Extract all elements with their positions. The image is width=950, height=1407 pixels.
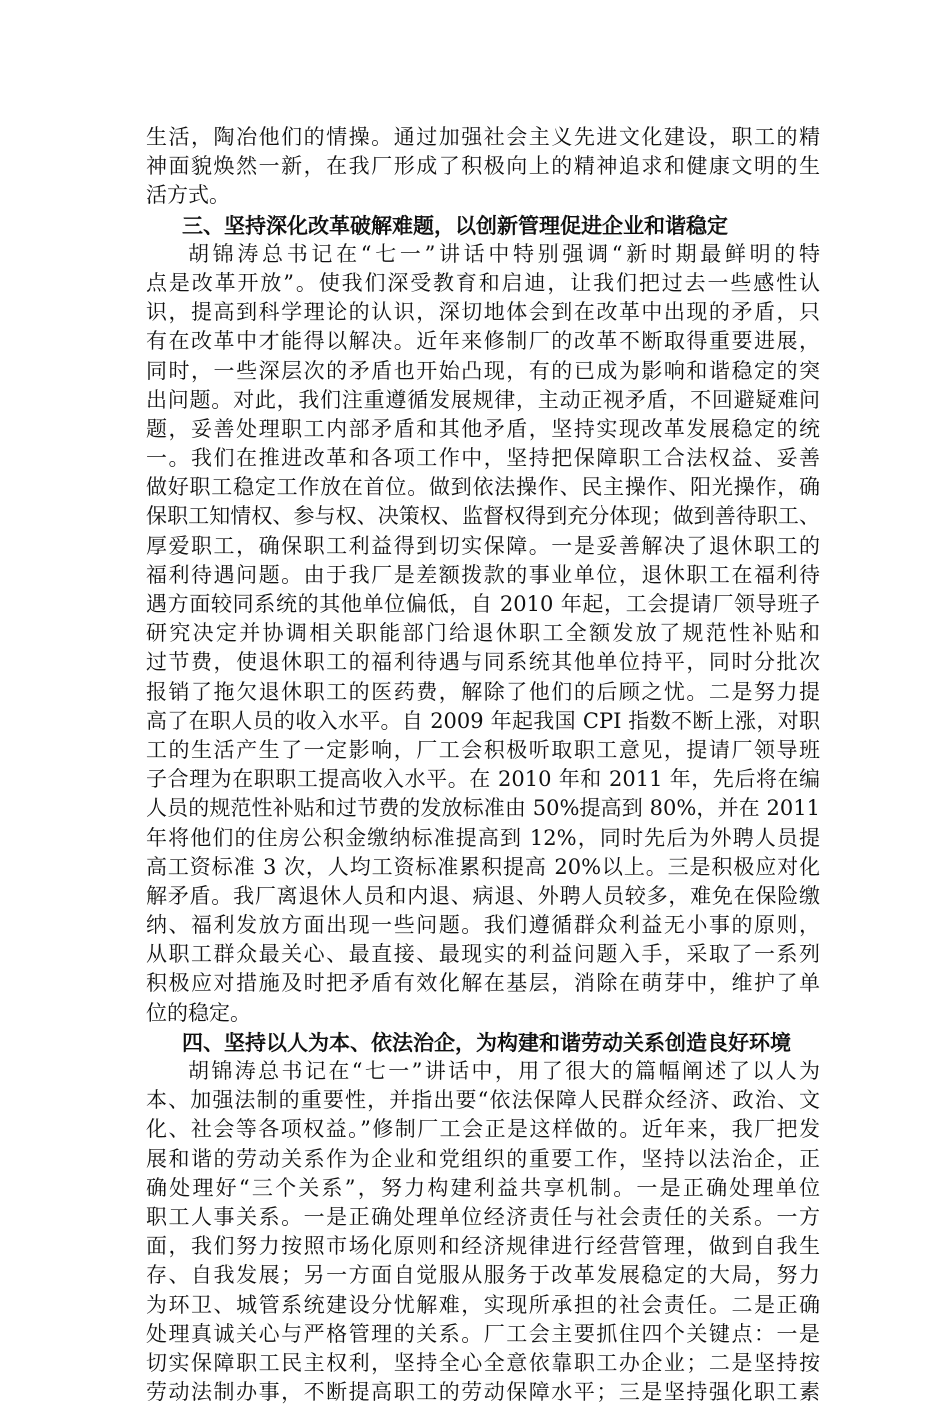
- body-text-line: 神面貌焕然一新，在我厂形成了积极向上的精神追求和健康文明的生: [146, 154, 820, 179]
- body-text-line: 厚爱职工，确保职工利益得到切实保障。一是妥善解决了退休职工的: [146, 533, 820, 558]
- body-text-line: 人员的规范性补贴和过节费的发放标准由 50%提高到 80%，并在 2011: [146, 796, 820, 821]
- body-text-line: 同时，一些深层次的矛盾也开始凸现，有的已成为影响和谐稳定的突: [146, 358, 820, 383]
- body-text-line: 识，提高到科学理论的认识，深切地体会到在改革中出现的矛盾，只: [146, 300, 820, 325]
- body-text-line: 化、社会等各项权益。”修制厂工会正是这样做的。近年来，我厂把发: [146, 1117, 820, 1142]
- body-text-line: 有在改革中才能得以解决。近年来修制厂的改革不断取得重要进展，: [146, 329, 820, 354]
- body-text-line: 展和谐的劳动关系作为企业和党组织的重要工作，坚持以法治企，正: [146, 1146, 820, 1171]
- body-text-line: 解矛盾。我厂离退休人员和内退、病退、外聘人员较多，难免在保险缴: [146, 883, 820, 908]
- body-text-line: 一。我们在推进改革和各项工作中，坚持把保障职工合法权益、妥善: [146, 446, 820, 471]
- body-text-line: 存、自我发展；另一方面自觉服从服务于改革发展稳定的大局，努力: [146, 1263, 820, 1288]
- body-text-line: 遇方面较同系统的其他单位偏低，自 2010 年起，工会提请厂领导班子: [146, 592, 820, 616]
- body-text-line: 高工资标准 3 次，人均工资标准累积提高 20%以上。三是积极应对化: [146, 854, 820, 879]
- body-text-line: 胡锦涛总书记在“七一”讲话中特别强调“新时期最鲜明的特: [188, 241, 820, 266]
- body-text-line: 工的生活产生了一定影响，厂工会积极听取职工意见，提请厂领导班: [146, 737, 820, 762]
- body-text-line: 福利待遇问题。由于我厂是差额拨款的事业单位，退休职工在福利待: [146, 562, 820, 587]
- body-text-line: 本、加强法制的重要性，并指出要“依法保障人民群众经济、政治、文: [146, 1088, 820, 1113]
- body-text-line: 题，妥善处理职工内部矛盾和其他矛盾，坚持实现改革发展稳定的统: [146, 416, 820, 441]
- body-text-line: 面，我们努力按照市场化原则和经济规律进行经营管理，做到自我生: [146, 1234, 820, 1259]
- body-text-line: 做好职工稳定工作放在首位。做到依法操作、民主操作、阳光操作，确: [146, 475, 820, 500]
- body-text-line: 为环卫、城管系统建设分忧解难，实现所承担的社会责任。二是正确: [146, 1292, 820, 1317]
- body-text-line: 确处理好“三个关系”，努力构建利益共享机制。一是正确处理单位: [146, 1175, 820, 1200]
- section-heading: 四、坚持以人为本、依法治企，为构建和谐劳动关系创造良好环境: [182, 1029, 791, 1055]
- body-text-line: 过节费，使退休职工的福利待遇与同系统其他单位持平，同时分批次: [146, 650, 820, 675]
- body-text-line: 位的稳定。: [146, 1000, 251, 1025]
- body-text-line: 劳动法制办事，不断提高职工的劳动保障水平；三是坚持强化职工素: [146, 1380, 820, 1405]
- body-text-line: 年将他们的住房公积金缴纳标准提高到 12%，同时先后为外聘人员提: [146, 825, 820, 850]
- body-text-line: 点是改革开放”。使我们深受教育和启迪，让我们把过去一些感性认: [146, 270, 820, 295]
- body-text-line: 纳、福利发放方面出现一些问题。我们遵循群众利益无小事的原则，: [146, 913, 820, 938]
- body-text-line: 胡锦涛总书记在“七一”讲话中，用了很大的篇幅阐述了以人为: [188, 1059, 820, 1083]
- body-text-line: 出问题。对此，我们注重遵循发展规律，主动正视矛盾，不回避疑难问: [146, 387, 820, 412]
- body-text-line: 子合理为在职职工提高收入水平。在 2010 年和 2011 年，先后将在编: [146, 767, 820, 792]
- body-text-line: 高了在职人员的收入水平。自 2009 年起我国 CPI 指数不断上涨，对职: [146, 708, 820, 733]
- body-text-line: 报销了拖欠退休职工的医药费，解除了他们的后顾之忧。二是努力提: [146, 679, 820, 704]
- body-text-line: 保职工知情权、参与权、决策权、监督权得到充分体现；做到善待职工、: [146, 504, 820, 529]
- body-text-line: 从职工群众最关心、最直接、最现实的利益问题入手，采取了一系列: [146, 942, 820, 967]
- body-text-line: 职工人事关系。一是正确处理单位经济责任与社会责任的关系。一方: [146, 1204, 820, 1229]
- body-text-line: 积极应对措施及时把矛盾有效化解在基层，消除在萌芽中，维护了单: [146, 971, 820, 996]
- body-text-line: 研究决定并协调相关职能部门给退休职工全额发放了规范性补贴和: [146, 621, 820, 646]
- body-text-line: 处理真诚关心与严格管理的关系。厂工会主要抓住四个关键点：一是: [146, 1321, 820, 1346]
- section-heading: 三、坚持深化改革破解难题，以创新管理促进企业和谐稳定: [182, 212, 728, 238]
- body-text-line: 切实保障职工民主权利，坚持全心全意依靠职工办企业；二是坚持按: [146, 1350, 820, 1375]
- body-text-line: 生活，陶冶他们的情操。通过加强社会主义先进文化建设，职工的精: [146, 125, 820, 149]
- document-body: [146, 123, 820, 1407]
- body-text-line: 活方式。: [146, 183, 230, 208]
